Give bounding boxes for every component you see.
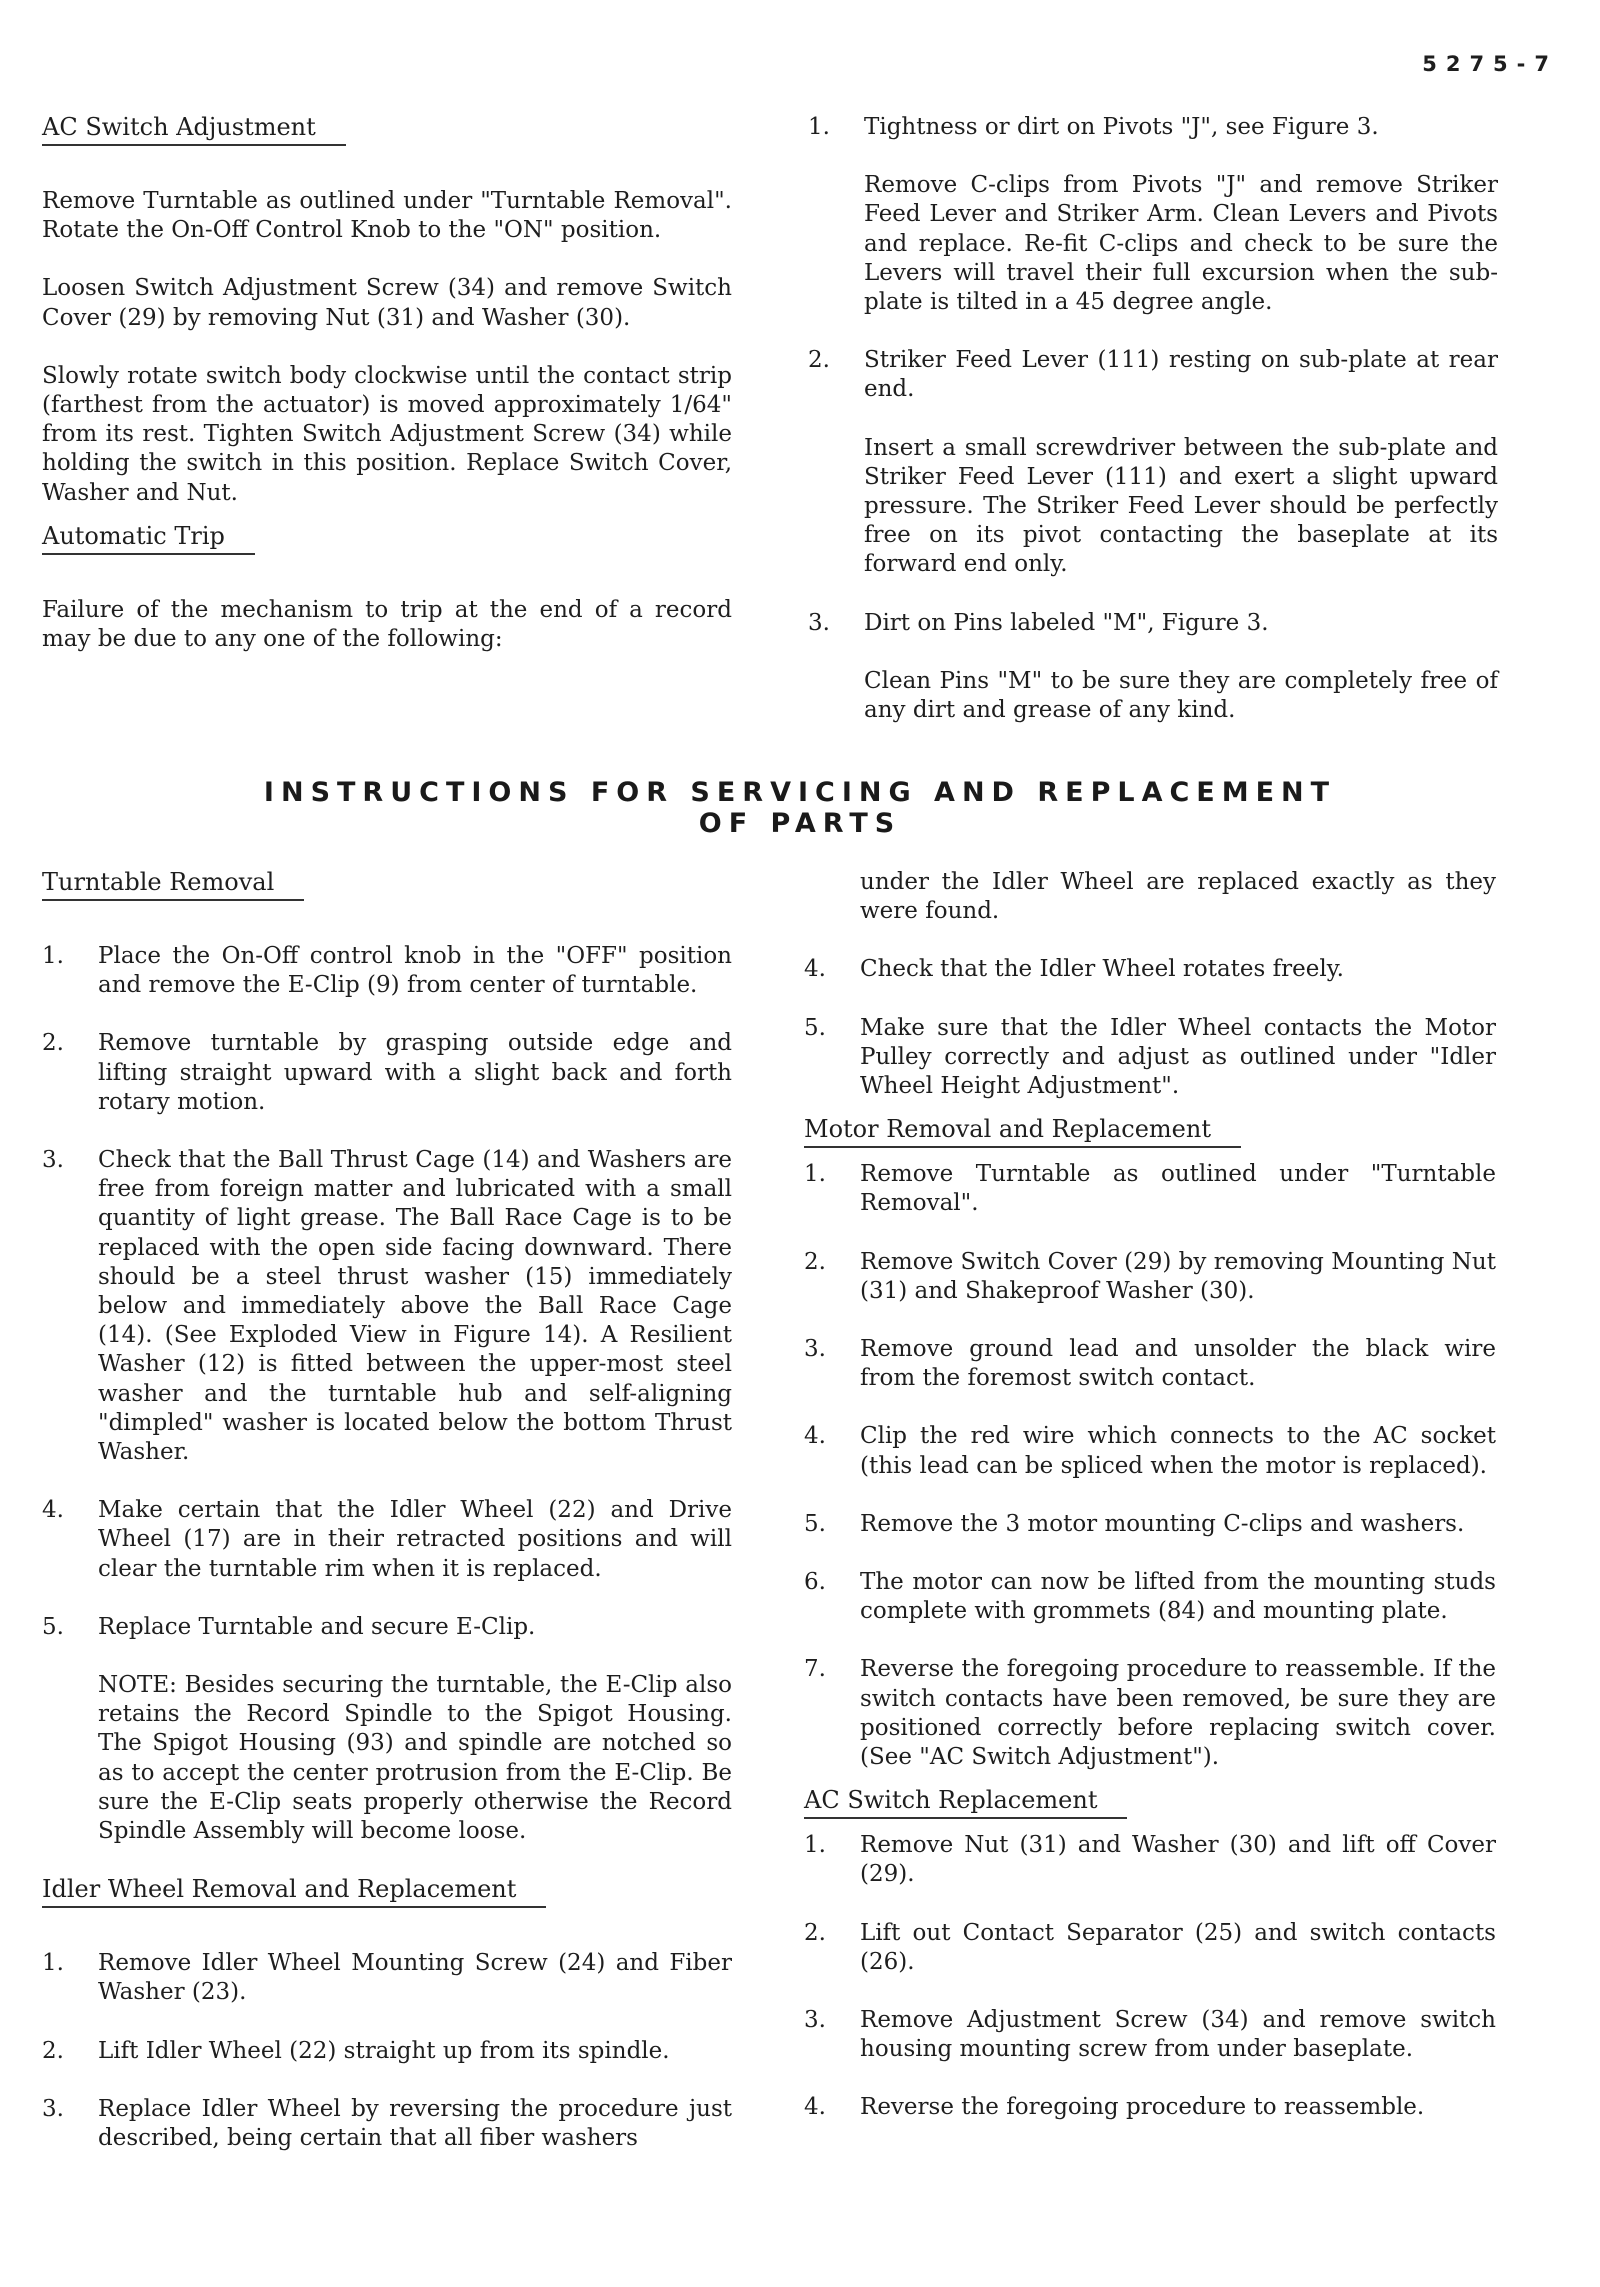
- item-text: Remove turntable by grasping outside edge and lifting straight upward with a slight back and forth rotary motion.: [98, 1030, 732, 1115]
- item-number: 4.: [804, 1423, 826, 1450]
- turntable-step-1: [42, 942, 732, 1000]
- ac-replace-step-2: [804, 1919, 1496, 1977]
- item-number: 1.: [804, 1832, 826, 1859]
- ac-adjust-paragraph-3: Slowly rotate switch body clockwise until the contact strip (farthest from the actuator) is moved approximately 1/64" from its rest. Tighten Switch Adjustment Screw (34) while holding the switch in this position. Replace Switch Cover, Washer and Nut.: [42, 362, 732, 506]
- ac-replace-step-4: [804, 2093, 1496, 2122]
- item-number: 3.: [42, 2095, 64, 2122]
- item-number: 3.: [804, 1336, 826, 1363]
- right-bottom-column: [804, 868, 1496, 2152]
- section-title-line-2: OF PARTS: [698, 808, 902, 839]
- idler-step-5: [804, 1014, 1496, 1102]
- item-text: Tightness or dirt on Pivots "J", see Figure 3.: [864, 114, 1379, 140]
- item-number: 3.: [808, 609, 830, 636]
- motor-step-7: [804, 1655, 1496, 1772]
- item-text: Clip the red wire which connects to the AC socket (this lead can be spliced when the motor is replaced).: [860, 1423, 1496, 1479]
- item-number: 2.: [804, 1248, 826, 1275]
- item-text: Lift Idler Wheel (22) straight up from its spindle.: [98, 2037, 670, 2064]
- idler-step-2: [42, 2037, 732, 2066]
- item-text: Remove Adjustment Screw (34) and remove switch housing mounting screw from under baseplate.: [860, 2007, 1496, 2063]
- item-number: 5.: [804, 1510, 826, 1537]
- trip-cause-3-detail: Clean Pins "M" to be sure they are completely free of any dirt and grease of any kind.: [864, 667, 1498, 724]
- motor-step-2: [804, 1248, 1496, 1306]
- right-top-column: [808, 113, 1498, 754]
- turntable-step-5: [42, 1613, 732, 1642]
- item-number: 1.: [42, 943, 64, 969]
- item-text: Check that the Idler Wheel rotates freely.: [860, 956, 1344, 983]
- item-text: Remove Switch Cover (29) by removing Mounting Nut (31) and Shakeproof Washer (30).: [860, 1248, 1496, 1304]
- item-text: Make sure that the Idler Wheel contacts the Motor Pulley correctly and adjust as outlined under "Idler Wheel Height Adjustment".: [860, 1014, 1496, 1100]
- idler-step-4: [804, 955, 1496, 984]
- motor-step-4: [804, 1422, 1496, 1480]
- page-number: 5275-7: [1422, 52, 1558, 76]
- trip-cause-1: [808, 113, 1498, 142]
- item-number: 1.: [804, 1161, 826, 1188]
- turntable-step-3: [42, 1146, 732, 1467]
- item-text: Reverse the foregoing procedure to reassemble. If the switch contacts have been removed, be sure they are positioned correctly before replacing switch cover. (See "AC Switch Adjustment").: [860, 1656, 1496, 1771]
- item-text: Replace Idler Wheel by reversing the procedure just described, being certain that all fiber washers: [98, 2095, 732, 2152]
- item-text: Remove the 3 motor mounting C-clips and washers.: [860, 1510, 1465, 1537]
- item-text: Check that the Ball Thrust Cage (14) and Washers are free from foreign matter and lubricated with a small quantity of light grease. The Ball Race Cage is to be replaced with the open side facing downward. There should be a steel thrust washer (15) immediately below and immediately above the Ball Race Cage (14). (See Exploded View in Figure 14). A Resilient Washer (12) is fitted between the upper-most steel washer and the turntable hub and self-aligning "dimpled" washer is located below the bottom Thrust Washer.: [98, 1147, 732, 1466]
- ac-replace-step-3: [804, 2006, 1496, 2064]
- item-number: 4.: [804, 2094, 826, 2121]
- motor-step-1: [804, 1160, 1496, 1218]
- ac-adjust-paragraph-2: Loosen Switch Adjustment Screw (34) and remove Switch Cover (29) by removing Nut (31) and Washer (30).: [42, 275, 732, 331]
- item-number: 4.: [804, 956, 826, 983]
- trip-cause-1-detail: Remove C-clips from Pivots "J" and remove Striker Feed Lever and Striker Arm. Clean Levers and Pivots and replace. Re-fit C-clips and check to be sure the Levers will travel their full excursion when the sub-plate is tilted in a 45 degree angle.: [864, 172, 1498, 316]
- item-number: 2.: [42, 2037, 64, 2064]
- motor-step-5: [804, 1510, 1496, 1539]
- item-text: Remove Nut (31) and Washer (30) and lift off Cover (29).: [860, 1832, 1496, 1888]
- item-number: 4.: [42, 1497, 64, 1524]
- turntable-note: NOTE: Besides securing the turntable, the E-Clip also retains the Record Spindle to the Spigot Housing. The Spigot Housing (93) and spindle are notched so as to accept the center protrusion from the E-Clip. Be sure the E-Clip seats properly otherwise the Record Spindle Assembly will become loose.: [98, 1672, 732, 1845]
- left-top-column: [42, 113, 732, 683]
- ac-adjust-paragraph-1: Remove Turntable as outlined under "Turntable Removal". Rotate the On-Off Control Knob to the "ON" position.: [42, 188, 732, 244]
- item-text: Dirt on Pins labeled "M", Figure 3.: [864, 609, 1269, 636]
- turntable-step-2: [42, 1029, 732, 1117]
- trip-cause-2: [808, 346, 1498, 404]
- automatic-trip-paragraph: Failure of the mechanism to trip at the end of a record may be due to any one of the following:: [42, 596, 732, 653]
- item-text: Striker Feed Lever (111) resting on sub-plate at rear end.: [864, 347, 1498, 403]
- item-text: Remove Turntable as outlined under "Turntable Removal".: [860, 1161, 1496, 1217]
- heading-ac-switch-adjustment: AC Switch Adjustment: [42, 113, 346, 146]
- trip-cause-3: [808, 609, 1498, 638]
- item-number: 2.: [808, 347, 830, 374]
- heading-ac-switch-replacement: AC Switch Replacement: [804, 1786, 1127, 1819]
- item-text: The motor can now be lifted from the mounting studs complete with grommets (84) and mounting plate.: [860, 1569, 1496, 1625]
- ac-replace-step-1: [804, 1831, 1496, 1889]
- section-title-line-1: INSTRUCTIONS FOR SERVICING AND REPLACEMENT: [263, 777, 1337, 808]
- item-number: 2.: [804, 1919, 826, 1946]
- turntable-step-4: [42, 1496, 732, 1584]
- trip-cause-2-detail: Insert a small screwdriver between the sub-plate and Striker Feed Lever (111) and exert a slight upward pressure. The Striker Feed Lever should be perfectly free on its pivot contacting the baseplate at its forward end only.: [864, 434, 1498, 578]
- item-number: 1.: [808, 114, 830, 140]
- item-number: 5.: [42, 1613, 64, 1640]
- item-text: Remove Idler Wheel Mounting Screw (24) and Fiber Washer (23).: [98, 1950, 732, 2006]
- item-text: Make certain that the Idler Wheel (22) and Drive Wheel (17) are in their retracted positions and will clear the turntable rim when it is replaced.: [98, 1497, 732, 1582]
- idler-step-3-continuation: under the Idler Wheel are replaced exactly as they were found.: [860, 869, 1496, 925]
- item-text: Place the On-Off control knob in the "OFF" position and remove the E-Clip (9) from center of turntable.: [98, 943, 732, 999]
- item-text: Lift out Contact Separator (25) and switch contacts (26).: [860, 1919, 1496, 1975]
- item-number: 1.: [42, 1950, 64, 1977]
- heading-automatic-trip: Automatic Trip: [42, 522, 255, 555]
- section-title: [0, 777, 1600, 839]
- item-text: Replace Turntable and secure E-Clip.: [98, 1613, 536, 1640]
- idler-step-1: [42, 1949, 732, 2007]
- heading-turntable-removal: Turntable Removal: [42, 868, 304, 901]
- motor-step-3: [804, 1335, 1496, 1393]
- item-number: 3.: [804, 2007, 826, 2034]
- item-number: 2.: [42, 1030, 64, 1057]
- left-bottom-column: [42, 868, 732, 2182]
- heading-idler-wheel: Idler Wheel Removal and Replacement: [42, 1875, 546, 1908]
- motor-step-6: [804, 1568, 1496, 1626]
- idler-step-3: [42, 2095, 732, 2153]
- item-number: 6.: [804, 1569, 826, 1596]
- item-text: Reverse the foregoing procedure to reassemble.: [860, 2094, 1425, 2121]
- item-number: 7.: [804, 1656, 826, 1683]
- item-text: Remove ground lead and unsolder the black wire from the foremost switch contact.: [860, 1336, 1496, 1392]
- item-number: 5.: [804, 1014, 826, 1041]
- heading-motor-removal: Motor Removal and Replacement: [804, 1115, 1241, 1148]
- item-number: 3.: [42, 1147, 64, 1174]
